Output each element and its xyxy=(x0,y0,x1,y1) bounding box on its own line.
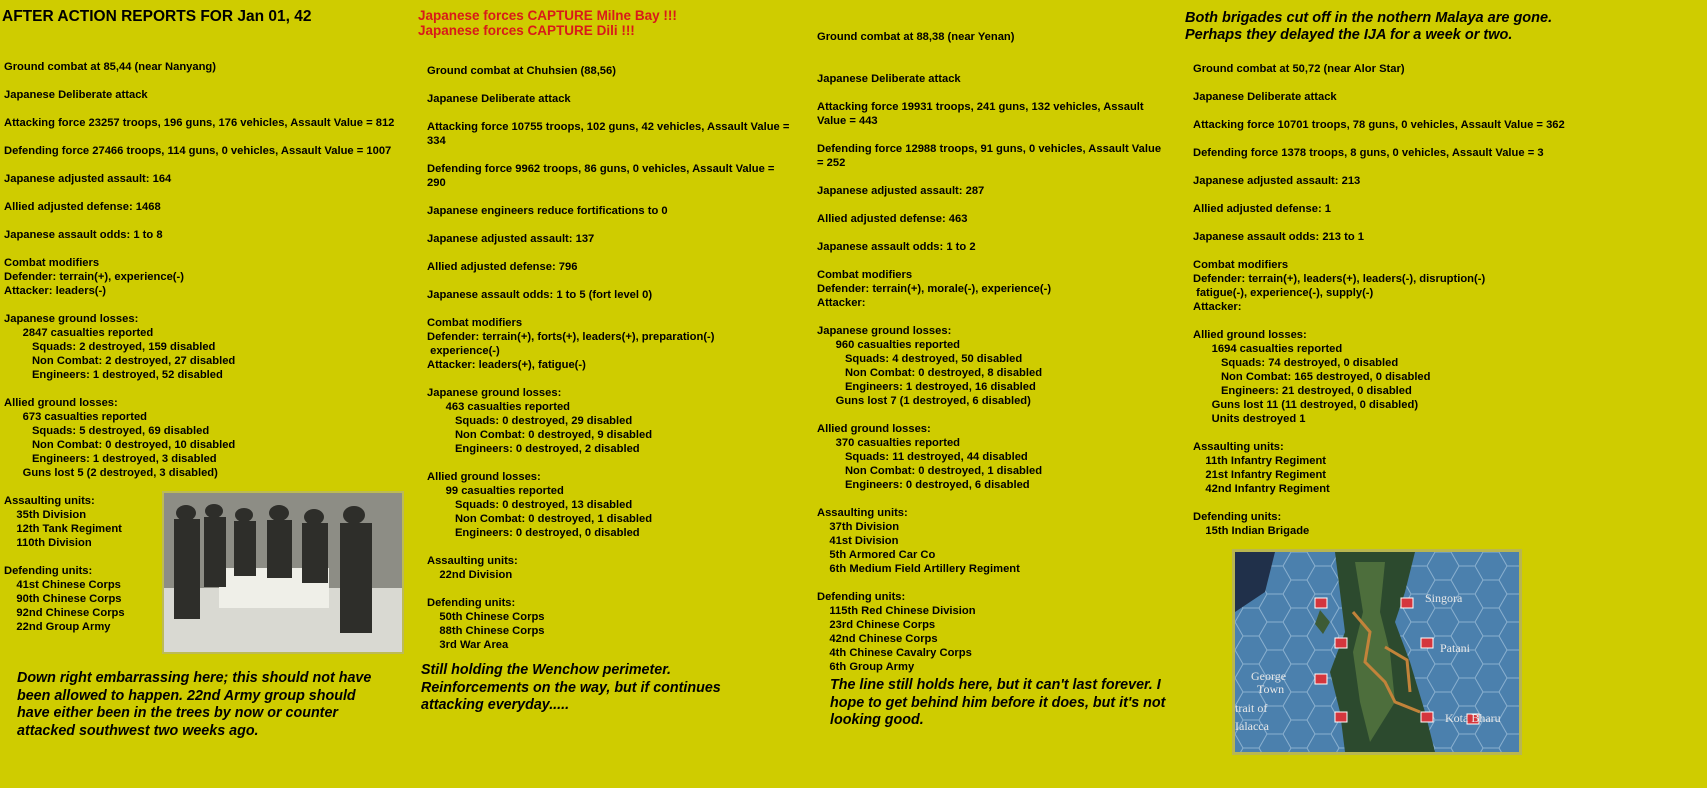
spacer xyxy=(1193,216,1565,230)
report-line: Japanese Deliberate attack xyxy=(1193,91,1337,103)
spacer xyxy=(427,78,789,92)
comment-nanyang xyxy=(17,670,371,740)
spacer xyxy=(427,456,789,470)
report-line: Assaulting units: xyxy=(427,555,518,567)
note-line: Perhaps they delayed the IJA for a week or two. xyxy=(1185,27,1513,43)
spacer xyxy=(817,576,1161,590)
spacer xyxy=(427,274,789,288)
report-line: Defender: terrain(+), forts(+), leaders(+), preparation(-) xyxy=(427,331,715,343)
spacer xyxy=(817,44,1161,58)
map-label: trait of xyxy=(1235,701,1268,715)
report-line: Units destroyed 1 xyxy=(1193,413,1306,425)
report-line: Engineers: 21 destroyed, 0 disabled xyxy=(1193,385,1412,397)
report-line: Allied adjusted defense: 1468 xyxy=(4,201,161,213)
report-line: Squads: 5 destroyed, 69 disabled xyxy=(4,425,210,437)
report-line: 6th Group Army xyxy=(817,661,915,673)
report-line: Ground combat at 85,44 (near Nanyang) xyxy=(4,61,216,73)
spacer xyxy=(4,186,394,200)
spacer xyxy=(427,372,789,386)
spacer xyxy=(427,246,789,260)
report-line: 290 xyxy=(427,177,446,189)
report-line: 22nd Division xyxy=(427,569,513,581)
report-line: 6th Medium Field Artillery Regiment xyxy=(817,563,1020,575)
report-line: 1694 casualties reported xyxy=(1193,343,1343,355)
spacer xyxy=(817,492,1161,506)
map-label: Town xyxy=(1257,682,1285,696)
spacer xyxy=(4,214,394,228)
report-title: AFTER ACTION REPORTS FOR Jan 01, 42 xyxy=(2,8,312,25)
spacer xyxy=(4,158,394,172)
report-line: 23rd Chinese Corps xyxy=(817,619,936,631)
report-line: Squads: 0 destroyed, 13 disabled xyxy=(427,499,633,511)
report-line: Guns lost 7 (1 destroyed, 6 disabled) xyxy=(817,395,1031,407)
report-line: Japanese adjusted assault: 213 xyxy=(1193,175,1361,187)
report-line: Allied adjusted defense: 796 xyxy=(427,261,578,273)
comment-line: looking good. xyxy=(830,712,924,728)
report-line: Attacking force 19931 troops, 241 guns, 132 vehicles, Assault xyxy=(817,101,1144,113)
report-line: Defending force 1378 troops, 8 guns, 0 vehicles, Assault Value = 3 xyxy=(1193,147,1544,159)
spacer xyxy=(817,170,1161,184)
report-line: Allied ground losses: xyxy=(817,423,931,435)
report-line: 92nd Chinese Corps xyxy=(4,607,125,619)
report-line: Assaulting units: xyxy=(4,495,95,507)
report-line: Non Combat: 0 destroyed, 8 disabled xyxy=(817,367,1043,379)
report-line: 5th Armored Car Co xyxy=(817,549,936,561)
map-label: Ialacca xyxy=(1235,719,1269,733)
report-line: Assaulting units: xyxy=(817,507,908,519)
report-line: Japanese assault odds: 1 to 2 xyxy=(817,241,976,253)
spacer xyxy=(4,130,394,144)
comment-line: attacked southwest two weeks ago. xyxy=(17,722,259,739)
report-line: 50th Chinese Corps xyxy=(427,611,545,623)
report-line: Japanese Deliberate attack xyxy=(817,73,961,85)
comment-line: Reinforcements on the way, but if continues xyxy=(421,679,721,696)
report-line: Japanese ground losses: xyxy=(817,325,952,337)
malaya-note xyxy=(1185,10,1552,44)
report-line: Non Combat: 0 destroyed, 9 disabled xyxy=(427,429,653,441)
report-line: Japanese Deliberate attack xyxy=(427,93,571,105)
report-line: Allied adjusted defense: 1 xyxy=(1193,203,1332,215)
report-line: Combat modifiers xyxy=(4,257,100,269)
spacer xyxy=(817,198,1161,212)
report-line: Defending force 27466 troops, 114 guns, 0 vehicles, Assault Value = 1007 xyxy=(4,145,392,157)
report-line: 673 casualties reported xyxy=(4,411,148,423)
report-line: Attacking force 10701 troops, 78 guns, 0 vehicles, Assault Value = 362 xyxy=(1193,119,1565,131)
report-line: Combat modifiers xyxy=(427,317,523,329)
report-line: Attacking force 10755 troops, 102 guns, 42 vehicles, Assault Value = xyxy=(427,121,790,133)
comment-chuhsien xyxy=(421,662,721,715)
report-line: Ground combat at 88,38 (near Yenan) xyxy=(817,31,1015,43)
comment-line: hope to get behind him before it does, but it's not xyxy=(830,694,1166,711)
report-line: 42nd Chinese Corps xyxy=(817,633,938,645)
spacer xyxy=(427,106,789,120)
spacer xyxy=(817,408,1161,422)
report-line: 960 casualties reported xyxy=(817,339,961,351)
spacer xyxy=(1193,76,1565,90)
report-line: Non Combat: 0 destroyed, 1 disabled xyxy=(427,513,653,525)
report-line: Engineers: 0 destroyed, 0 disabled xyxy=(427,527,640,539)
spacer xyxy=(427,582,789,596)
report-line: Non Combat: 165 destroyed, 0 disabled xyxy=(1193,371,1431,383)
report-line: Attacker: leaders(+), fatigue(-) xyxy=(427,359,586,371)
comment-line: attacking everyday..... xyxy=(421,697,570,713)
officers-photo xyxy=(162,491,404,654)
spacer xyxy=(4,102,394,116)
report-line: Defending units: xyxy=(817,591,906,603)
spacer xyxy=(1193,426,1565,440)
spacer xyxy=(817,310,1161,324)
map-label: George xyxy=(1251,669,1287,683)
report-line: 41st Division xyxy=(817,535,899,547)
report-line: Japanese engineers reduce fortifications to 0 xyxy=(427,205,668,217)
report-line: Allied adjusted defense: 463 xyxy=(817,213,968,225)
report-line: Japanese assault odds: 1 to 5 (fort level 0) xyxy=(427,289,653,301)
report-line: 22nd Group Army xyxy=(4,621,111,633)
report-line: Japanese assault odds: 213 to 1 xyxy=(1193,231,1364,243)
report-line: Engineers: 0 destroyed, 2 disabled xyxy=(427,443,640,455)
report-line: 90th Chinese Corps xyxy=(4,593,122,605)
report-line: 15th Indian Brigade xyxy=(1193,525,1310,537)
report-line: 370 casualties reported xyxy=(817,437,961,449)
report-line: Attacker: leaders(-) xyxy=(4,285,106,297)
report-line: 42nd Infantry Regiment xyxy=(1193,483,1330,495)
report-line: Defending force 9962 troops, 86 guns, 0 vehicles, Assault Value = xyxy=(427,163,775,175)
spacer xyxy=(817,128,1161,142)
report-line: Allied ground losses: xyxy=(4,397,118,409)
report-line: Ground combat at 50,72 (near Alor Star) xyxy=(1193,63,1405,75)
spacer xyxy=(427,190,789,204)
report-line: experience(-) xyxy=(427,345,500,357)
report-line: Attacking force 23257 troops, 196 guns, 176 vehicles, Assault Value = 812 xyxy=(4,117,395,129)
spacer xyxy=(4,74,394,88)
spacer xyxy=(4,382,394,396)
spacer xyxy=(4,242,394,256)
comment-line: The line still holds here, but it can't last forever. I xyxy=(830,677,1161,693)
spacer xyxy=(1193,160,1565,174)
report-line: Japanese adjusted assault: 287 xyxy=(817,185,985,197)
report-line: Defending units: xyxy=(1193,511,1282,523)
report-line: 115th Red Chinese Division xyxy=(817,605,976,617)
report-line: Guns lost 5 (2 destroyed, 3 disabled) xyxy=(4,467,218,479)
report-line: Assaulting units: xyxy=(1193,441,1284,453)
report-line: Defender: terrain(+), experience(-) xyxy=(4,271,184,283)
report-line: Engineers: 1 destroyed, 52 disabled xyxy=(4,369,223,381)
spacer xyxy=(1193,244,1565,258)
report-line: Engineers: 0 destroyed, 6 disabled xyxy=(817,479,1030,491)
report-line: Ground combat at Chuhsien (88,56) xyxy=(427,65,616,77)
report-line: Defending force 12988 troops, 91 guns, 0 vehicles, Assault Value xyxy=(817,143,1162,155)
report-line: = 252 xyxy=(817,157,846,169)
malaya-map xyxy=(1232,549,1522,755)
report-line: Squads: 4 destroyed, 50 disabled xyxy=(817,353,1023,365)
spacer xyxy=(427,218,789,232)
report-line: Combat modifiers xyxy=(817,269,913,281)
report-line: Engineers: 1 destroyed, 3 disabled xyxy=(4,453,217,465)
report-line: fatigue(-), experience(-), supply(-) xyxy=(1193,287,1374,299)
report-line: Allied ground losses: xyxy=(427,471,541,483)
spacer xyxy=(1193,314,1565,328)
map-label: Kota Bharu xyxy=(1445,711,1501,725)
spacer xyxy=(1193,132,1565,146)
report-line: 12th Tank Regiment xyxy=(4,523,122,535)
report-chuhsien xyxy=(427,64,789,652)
spacer xyxy=(427,540,789,554)
report-line: Japanese Deliberate attack xyxy=(4,89,148,101)
capture-alerts xyxy=(418,8,677,38)
report-line: Defending units: xyxy=(4,565,93,577)
report-line: 110th Division xyxy=(4,537,92,549)
report-alor-star xyxy=(1193,62,1565,538)
comment-line: Still holding the Wenchow perimeter. xyxy=(421,662,671,678)
spacer xyxy=(817,254,1161,268)
comment-yenan xyxy=(830,677,1165,730)
spacer xyxy=(1193,496,1565,510)
report-line: 35th Division xyxy=(4,509,87,521)
report-line: 3rd War Area xyxy=(427,639,509,651)
report-line: Non Combat: 0 destroyed, 1 disabled xyxy=(817,465,1043,477)
map-label: Singora xyxy=(1425,591,1463,605)
spacer xyxy=(427,302,789,316)
report-line: 37th Division xyxy=(817,521,900,533)
spacer xyxy=(817,226,1161,240)
report-line: Allied ground losses: xyxy=(1193,329,1307,341)
report-line: 4th Chinese Cavalry Corps xyxy=(817,647,972,659)
report-line: 99 casualties reported xyxy=(427,485,564,497)
report-line: Japanese adjusted assault: 164 xyxy=(4,173,172,185)
report-line: Defending units: xyxy=(427,597,516,609)
report-line: Attacker: xyxy=(817,297,866,309)
report-line: 334 xyxy=(427,135,446,147)
report-line: Japanese ground losses: xyxy=(4,313,139,325)
report-line: Engineers: 1 destroyed, 16 disabled xyxy=(817,381,1036,393)
report-line: Attacker: xyxy=(1193,301,1242,313)
spacer xyxy=(1193,104,1565,118)
report-line: Value = 443 xyxy=(817,115,878,127)
report-line: Squads: 74 destroyed, 0 disabled xyxy=(1193,357,1399,369)
report-line: Japanese adjusted assault: 137 xyxy=(427,233,595,245)
comment-line: been allowed to happen. 22nd Army group should xyxy=(17,687,356,704)
spacer xyxy=(4,298,394,312)
report-line: Non Combat: 2 destroyed, 27 disabled xyxy=(4,355,236,367)
report-line: Defender: terrain(+), morale(-), experience(-) xyxy=(817,283,1052,295)
comment-line: have either been in the trees by now or counter xyxy=(17,705,338,721)
report-line: Guns lost 11 (11 destroyed, 0 disabled) xyxy=(1193,399,1419,411)
spacer xyxy=(817,58,1161,72)
spacer xyxy=(817,86,1161,100)
map-label: Patani xyxy=(1440,641,1470,655)
report-line: 41st Chinese Corps xyxy=(4,579,121,591)
report-line: Japanese assault odds: 1 to 8 xyxy=(4,229,163,241)
report-line: Squads: 0 destroyed, 29 disabled xyxy=(427,415,633,427)
report-line: Non Combat: 0 destroyed, 10 disabled xyxy=(4,439,236,451)
report-line: Squads: 11 destroyed, 44 disabled xyxy=(817,451,1028,463)
spacer xyxy=(1193,188,1565,202)
report-line: Defender: terrain(+), leaders(+), leaders(-), disruption(-) xyxy=(1193,273,1486,285)
report-line: 21st Infantry Regiment xyxy=(1193,469,1327,481)
report-line: Squads: 2 destroyed, 159 disabled xyxy=(4,341,216,353)
spacer xyxy=(427,148,789,162)
report-line: 88th Chinese Corps xyxy=(427,625,545,637)
note-line: Both brigades cut off in the nothern Malaya are gone. xyxy=(1185,10,1553,26)
report-line: 463 casualties reported xyxy=(427,401,571,413)
alert-line: Japanese forces CAPTURE Dili !!! xyxy=(418,23,635,38)
report-line: 11th Infantry Regiment xyxy=(1193,455,1327,467)
comment-line: Down right embarrassing here; this should not have xyxy=(17,670,372,686)
report-line: Japanese ground losses: xyxy=(427,387,562,399)
alert-line: Japanese forces CAPTURE Milne Bay !!! xyxy=(418,8,677,23)
report-line: 2847 casualties reported xyxy=(4,327,154,339)
report-yenan xyxy=(817,30,1161,674)
report-line: Combat modifiers xyxy=(1193,259,1289,271)
